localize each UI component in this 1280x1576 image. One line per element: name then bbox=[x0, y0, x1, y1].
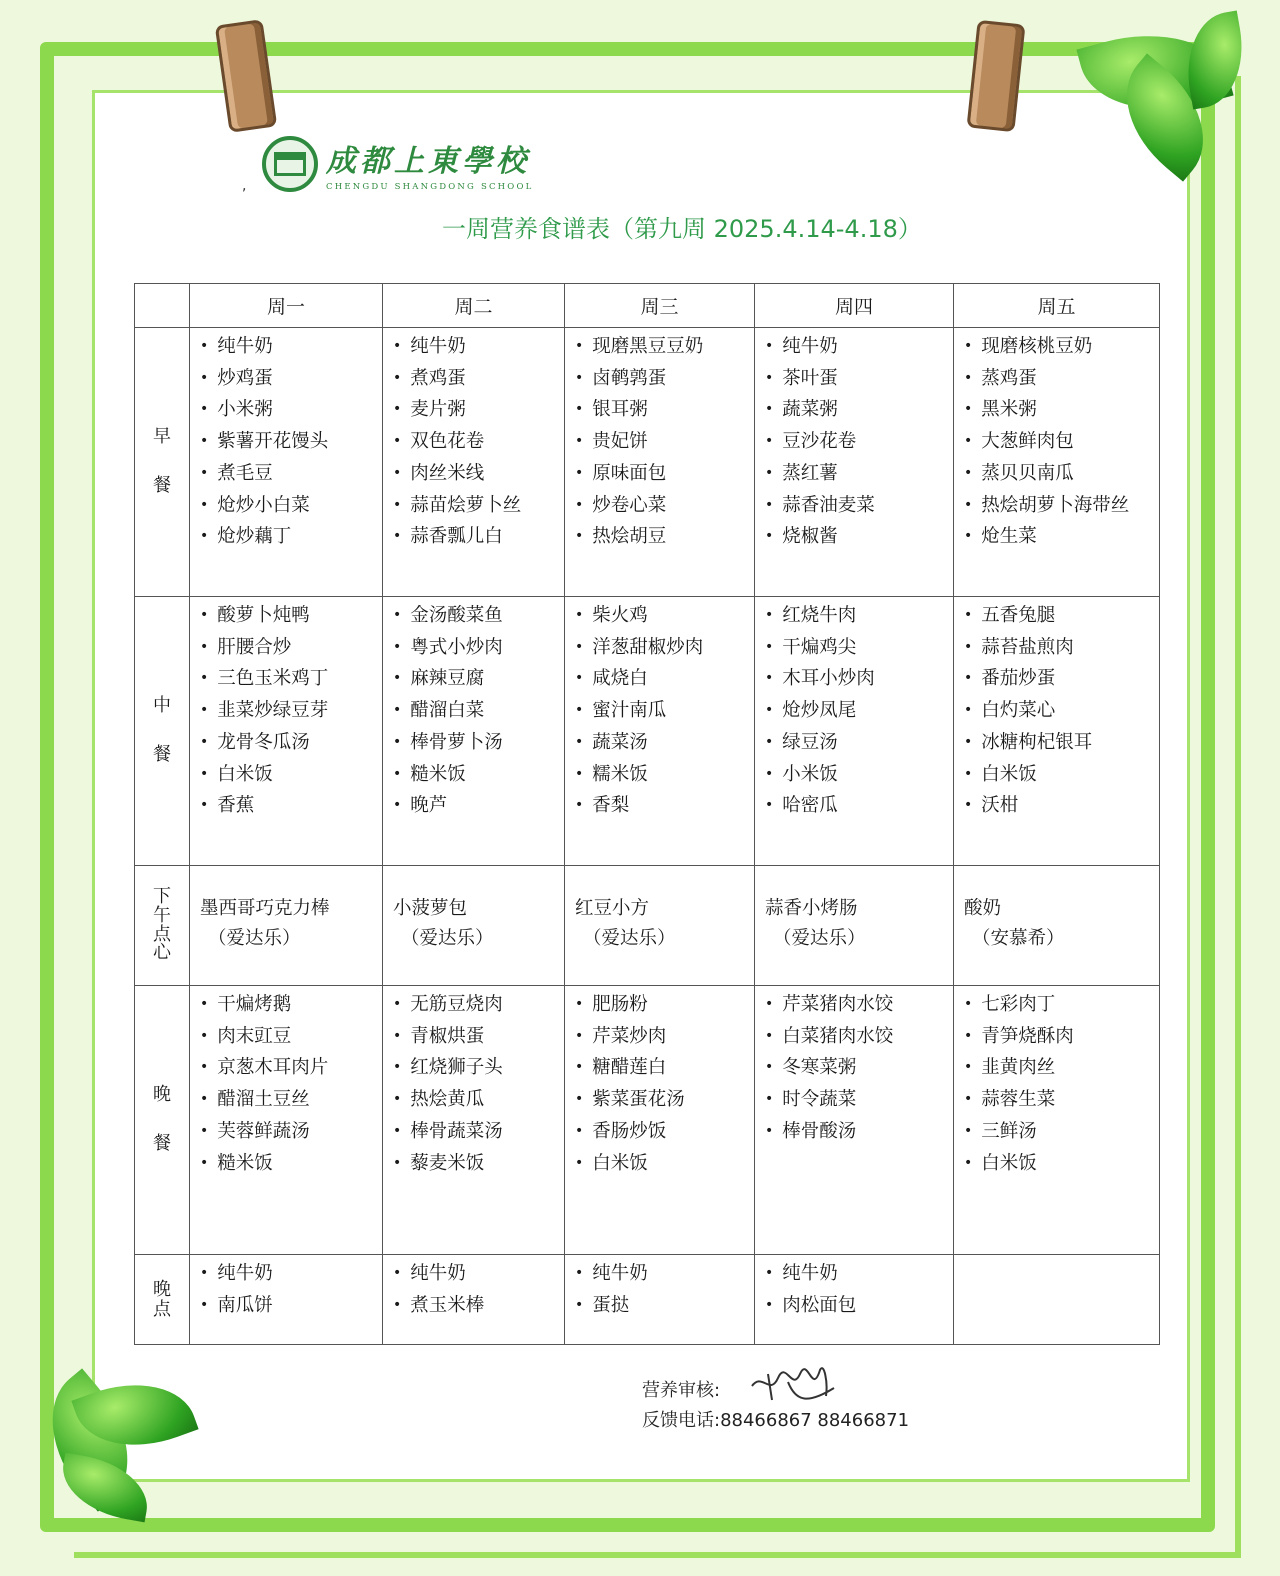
menu-cell bbox=[755, 328, 954, 597]
menu-cell bbox=[190, 1255, 383, 1345]
menu-item-list bbox=[190, 986, 382, 1180]
meal-label-char: 餐 bbox=[153, 744, 171, 765]
menu-item: • 黑米粥 bbox=[964, 395, 1159, 427]
menu-item-list bbox=[383, 1255, 564, 1322]
menu-cell bbox=[383, 597, 565, 866]
menu-item: • 煮毛豆 bbox=[200, 459, 382, 491]
meal-label-lunch bbox=[135, 597, 190, 866]
menu-item: • 白米饭 bbox=[964, 1149, 1159, 1181]
menu-item: • 蒜苔盐煎肉 bbox=[964, 633, 1159, 665]
menu-cell bbox=[383, 986, 565, 1255]
menu-item-list bbox=[565, 986, 754, 1180]
meal-label-breakfast bbox=[135, 328, 190, 597]
menu-item: • 蒸红薯 bbox=[765, 459, 953, 491]
menu-cell bbox=[190, 328, 383, 597]
menu-item: • 白米饭 bbox=[200, 760, 382, 792]
day-header: 周二 bbox=[383, 284, 565, 328]
menu-item-list bbox=[383, 986, 564, 1180]
signature-image bbox=[748, 1352, 838, 1412]
meal-label-char: 餐 bbox=[153, 1133, 171, 1154]
menu-item: • 纯牛奶 bbox=[393, 1259, 564, 1291]
day-header: 周三 bbox=[565, 284, 755, 328]
snack-brand: （安慕希） bbox=[972, 928, 1065, 949]
menu-item: • 青笋烧酥肉 bbox=[964, 1022, 1159, 1054]
review-label: 营养审核: bbox=[642, 1380, 721, 1401]
menu-item: • 纯牛奶 bbox=[393, 332, 564, 364]
menu-item: • 时令蔬菜 bbox=[765, 1085, 953, 1117]
menu-item: • 豆沙花卷 bbox=[765, 427, 953, 459]
dinner-row bbox=[135, 986, 1160, 1255]
menu-item: • 南瓜饼 bbox=[200, 1291, 382, 1323]
menu-item: • 醋溜白菜 bbox=[393, 696, 564, 728]
snack-item: 小菠萝包 bbox=[393, 898, 468, 919]
menu-item-list bbox=[755, 986, 953, 1149]
menu-cell bbox=[383, 1255, 565, 1345]
menu-item-list bbox=[954, 597, 1159, 823]
meal-label-char: 午 bbox=[153, 904, 171, 926]
menu-item: • 炝炒小白菜 bbox=[200, 491, 382, 523]
menu-item-list bbox=[565, 1255, 754, 1322]
menu-cell bbox=[954, 328, 1160, 597]
menu-item: • 红烧狮子头 bbox=[393, 1053, 564, 1085]
menu-item: • 双色花卷 bbox=[393, 427, 564, 459]
menu-item: • 白菜猪肉水饺 bbox=[765, 1022, 953, 1054]
snack-item: 墨西哥巧克力棒 bbox=[200, 898, 330, 919]
menu-item: • 蒸贝贝南瓜 bbox=[964, 459, 1159, 491]
meal-label-char: 心 bbox=[153, 942, 171, 964]
menu-item-list bbox=[190, 1255, 382, 1322]
menu-item: • 白米饭 bbox=[575, 1149, 754, 1181]
day-header: 周四 bbox=[755, 284, 954, 328]
menu-item: • 哈密瓜 bbox=[765, 791, 953, 823]
menu-item: • 香梨 bbox=[575, 791, 754, 823]
menu-item: • 紫薯开花馒头 bbox=[200, 427, 382, 459]
menu-item: • 青椒烘蛋 bbox=[393, 1022, 564, 1054]
menu-item: • 蛋挞 bbox=[575, 1291, 754, 1323]
menu-item: • 现磨核桃豆奶 bbox=[964, 332, 1159, 364]
school-logo bbox=[262, 136, 533, 192]
menu-item: • 粤式小炒肉 bbox=[393, 633, 564, 665]
menu-item: • 金汤酸菜鱼 bbox=[393, 601, 564, 633]
menu-item: • 白米饭 bbox=[964, 760, 1159, 792]
menu-item: • 炝炒凤尾 bbox=[765, 696, 953, 728]
menu-item: • 炝炒藕丁 bbox=[200, 522, 382, 554]
menu-item: • 七彩肉丁 bbox=[964, 990, 1159, 1022]
menu-item-list bbox=[565, 597, 754, 823]
menu-item: • 肉末豇豆 bbox=[200, 1022, 382, 1054]
menu-cell bbox=[565, 986, 755, 1255]
menu-item: • 糖醋莲白 bbox=[575, 1053, 754, 1085]
menu-item: • 麻辣豆腐 bbox=[393, 664, 564, 696]
menu-item: • 烧椒酱 bbox=[765, 522, 953, 554]
menu-item-list bbox=[383, 597, 564, 823]
menu-item: • 洋葱甜椒炒肉 bbox=[575, 633, 754, 665]
menu-cell bbox=[565, 597, 755, 866]
menu-item: • 煮鸡蛋 bbox=[393, 364, 564, 396]
menu-cell bbox=[565, 328, 755, 597]
snack-item: 红豆小方 bbox=[575, 898, 650, 919]
menu-item: • 白灼菜心 bbox=[964, 696, 1159, 728]
menu-item: • 麦片粥 bbox=[393, 395, 564, 427]
meal-label-char: 餐 bbox=[153, 475, 171, 496]
menu-item: • 晚芦 bbox=[393, 791, 564, 823]
menu-item: • 炒鸡蛋 bbox=[200, 364, 382, 396]
snack-row bbox=[135, 866, 1160, 986]
menu-item: • 卤鹌鹑蛋 bbox=[575, 364, 754, 396]
menu-item: • 京葱木耳肉片 bbox=[200, 1053, 382, 1085]
menu-item: • 煮玉米棒 bbox=[393, 1291, 564, 1323]
menu-item: • 木耳小炒肉 bbox=[765, 664, 953, 696]
menu-item: • 干煸鸡尖 bbox=[765, 633, 953, 665]
menu-item: • 银耳粥 bbox=[575, 395, 754, 427]
menu-item: • 小米饭 bbox=[765, 760, 953, 792]
menu-item-list bbox=[755, 328, 953, 554]
menu-item: • 咸烧白 bbox=[575, 664, 754, 696]
menu-item: • 糙米饭 bbox=[393, 760, 564, 792]
menu-cell bbox=[954, 866, 1160, 986]
menu-item: • 五香兔腿 bbox=[964, 601, 1159, 633]
menu-item: • 干煸烤鹅 bbox=[200, 990, 382, 1022]
day-header: 周一 bbox=[190, 284, 383, 328]
menu-item: • 纯牛奶 bbox=[765, 332, 953, 364]
meal-label-char: 晚 bbox=[153, 1278, 171, 1300]
menu-item: • 三色玉米鸡丁 bbox=[200, 664, 382, 696]
lunch-row bbox=[135, 597, 1160, 866]
menu-item: • 香蕉 bbox=[200, 791, 382, 823]
menu-cell bbox=[755, 986, 954, 1255]
night-snack-row bbox=[135, 1255, 1160, 1345]
meal-label-char: 晚 bbox=[153, 1084, 171, 1106]
day-header: 周五 bbox=[954, 284, 1160, 328]
menu-item: • 醋溜土豆丝 bbox=[200, 1085, 382, 1117]
menu-cell bbox=[755, 1255, 954, 1345]
menu-cell bbox=[190, 986, 383, 1255]
menu-item-list bbox=[383, 328, 564, 554]
page-title: 一周营养食谱表（第九周 2025.4.14-4.18） bbox=[442, 215, 922, 243]
menu-item: • 香肠炒饭 bbox=[575, 1117, 754, 1149]
menu-item: • 棒骨酸汤 bbox=[765, 1117, 953, 1149]
menu-item: • 龙骨冬瓜汤 bbox=[200, 728, 382, 760]
menu-item: • 芹菜炒肉 bbox=[575, 1022, 754, 1054]
corner-cell bbox=[135, 284, 190, 328]
menu-item-list bbox=[755, 597, 953, 823]
menu-item: • 芙蓉鲜蔬汤 bbox=[200, 1117, 382, 1149]
menu-item: • 蔬菜粥 bbox=[765, 395, 953, 427]
menu-item: • 芹菜猪肉水饺 bbox=[765, 990, 953, 1022]
menu-item-list bbox=[954, 986, 1159, 1180]
menu-item: • 热烩黄瓜 bbox=[393, 1085, 564, 1117]
menu-cell bbox=[755, 597, 954, 866]
menu-cell bbox=[954, 597, 1160, 866]
menu-item-list bbox=[954, 328, 1159, 554]
menu-item: • 纯牛奶 bbox=[200, 332, 382, 364]
school-emblem-icon bbox=[262, 136, 318, 192]
menu-item: • 热烩胡萝卜海带丝 bbox=[964, 491, 1159, 523]
snack-item: 蒜香小烤肠 bbox=[765, 898, 858, 919]
menu-item: • 冰糖枸杞银耳 bbox=[964, 728, 1159, 760]
meal-label-char: 点 bbox=[153, 1298, 171, 1320]
menu-item: • 糯米饭 bbox=[575, 760, 754, 792]
menu-item: • 绿豆汤 bbox=[765, 728, 953, 760]
menu-item: • 茶叶蛋 bbox=[765, 364, 953, 396]
menu-item: • 小米粥 bbox=[200, 395, 382, 427]
meal-label-char: 下 bbox=[153, 885, 171, 907]
meal-label-dinner bbox=[135, 986, 190, 1255]
menu-item-list bbox=[755, 1255, 953, 1322]
menu-item-list bbox=[190, 597, 382, 823]
menu-item: • 现磨黑豆豆奶 bbox=[575, 332, 754, 364]
menu-item: • 肉松面包 bbox=[765, 1291, 953, 1323]
menu-item: • 肥肠粉 bbox=[575, 990, 754, 1022]
snack-brand: （爱达乐） bbox=[583, 928, 676, 949]
menu-item: • 肉丝米线 bbox=[393, 459, 564, 491]
snack-brand: （爱达乐） bbox=[401, 928, 494, 949]
menu-item: • 纯牛奶 bbox=[200, 1259, 382, 1291]
school-name-en: CHENGDU SHANGDONG SCHOOL bbox=[326, 182, 534, 192]
menu-item-list bbox=[565, 328, 754, 554]
menu-item: • 紫菜蛋花汤 bbox=[575, 1085, 754, 1117]
snack-brand: （爱达乐） bbox=[773, 928, 866, 949]
menu-cell bbox=[755, 866, 954, 986]
menu-item: • 贵妃饼 bbox=[575, 427, 754, 459]
menu-item: • 蔬菜汤 bbox=[575, 728, 754, 760]
menu-item: • 红烧牛肉 bbox=[765, 601, 953, 633]
meal-label-char: 早 bbox=[153, 426, 171, 448]
menu-item-list bbox=[190, 328, 382, 554]
menu-cell bbox=[190, 866, 383, 986]
meal-label-night-snack bbox=[135, 1255, 190, 1345]
menu-cell bbox=[565, 866, 755, 986]
menu-cell bbox=[954, 986, 1160, 1255]
menu-item: • 蒜香瓢儿白 bbox=[393, 522, 564, 554]
meal-label-char: 中 bbox=[153, 695, 171, 717]
menu-item: • 藜麦米饭 bbox=[393, 1149, 564, 1181]
meal-label-snack bbox=[135, 866, 190, 986]
menu-item: • 韭菜炒绿豆芽 bbox=[200, 696, 382, 728]
menu-item: • 蒜苗烩萝卜丝 bbox=[393, 491, 564, 523]
feedback-phone: 反馈电话:88466867 88466871 bbox=[642, 1410, 910, 1431]
menu-cell bbox=[190, 597, 383, 866]
weekly-menu-table bbox=[134, 283, 1160, 1345]
menu-cell bbox=[565, 1255, 755, 1345]
menu-item: • 蒜香油麦菜 bbox=[765, 491, 953, 523]
menu-item: • 大葱鲜肉包 bbox=[964, 427, 1159, 459]
menu-item: • 番茄炒蛋 bbox=[964, 664, 1159, 696]
menu-item: • 棒骨蔬菜汤 bbox=[393, 1117, 564, 1149]
menu-item: • 冬寒菜粥 bbox=[765, 1053, 953, 1085]
menu-item: • 三鲜汤 bbox=[964, 1117, 1159, 1149]
snack-item: 酸奶 bbox=[964, 898, 1002, 919]
header-row bbox=[135, 284, 1160, 328]
menu-item-list bbox=[954, 1255, 1159, 1259]
menu-item: • 韭黄肉丝 bbox=[964, 1053, 1159, 1085]
menu-item: • 炒卷心菜 bbox=[575, 491, 754, 523]
menu-item: • 糙米饭 bbox=[200, 1149, 382, 1181]
menu-cell bbox=[954, 1255, 1160, 1345]
stray-mark: , bbox=[242, 178, 247, 194]
menu-item: • 蒜蓉生菜 bbox=[964, 1085, 1159, 1117]
school-name-cn: 成都上東學校 bbox=[326, 144, 530, 179]
meal-label-char: 点 bbox=[153, 923, 171, 945]
menu-item: • 无筋豆烧肉 bbox=[393, 990, 564, 1022]
menu-item: • 纯牛奶 bbox=[575, 1259, 754, 1291]
menu-item: • 蜜汁南瓜 bbox=[575, 696, 754, 728]
menu-item: • 纯牛奶 bbox=[765, 1259, 953, 1291]
menu-item: • 热烩胡豆 bbox=[575, 522, 754, 554]
menu-item: • 肝腰合炒 bbox=[200, 633, 382, 665]
menu-item: • 棒骨萝卜汤 bbox=[393, 728, 564, 760]
menu-item: • 沃柑 bbox=[964, 791, 1159, 823]
menu-item: • 酸萝卜炖鸭 bbox=[200, 601, 382, 633]
menu-item: • 柴火鸡 bbox=[575, 601, 754, 633]
menu-cell bbox=[383, 328, 565, 597]
snack-brand: （爱达乐） bbox=[208, 928, 301, 949]
menu-item: • 蒸鸡蛋 bbox=[964, 364, 1159, 396]
menu-item: • 原味面包 bbox=[575, 459, 754, 491]
menu-cell bbox=[383, 866, 565, 986]
menu-item: • 炝生菜 bbox=[964, 522, 1159, 554]
breakfast-row bbox=[135, 328, 1160, 597]
